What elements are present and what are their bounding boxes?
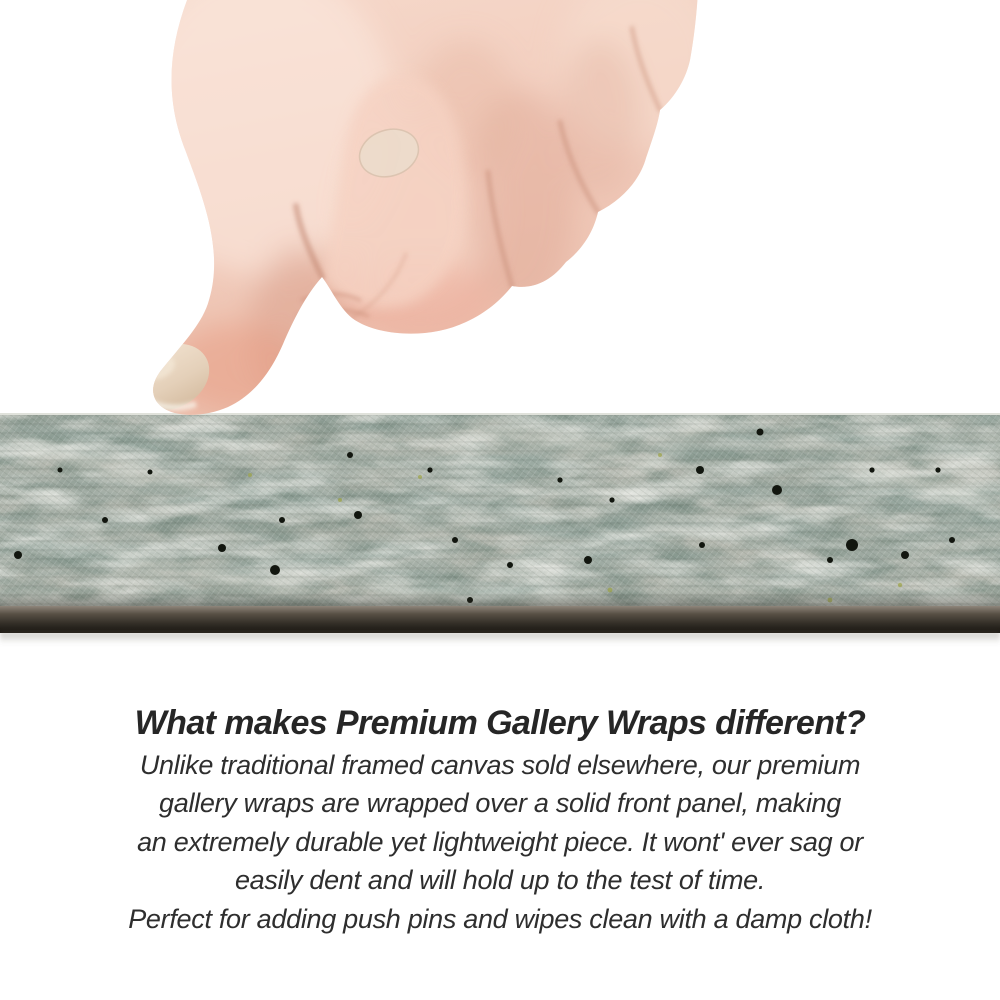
marketing-line-3: an extremely durable yet lightweight piece. It wont' ever sag or bbox=[137, 826, 863, 857]
canvas-weave bbox=[0, 415, 1000, 607]
marketing-line-1: Unlike traditional framed canvas sold elsewhere, our premium bbox=[139, 750, 861, 780]
marketing-line-4: easily dent and will hold up to the test of time. bbox=[234, 865, 766, 896]
marketing-copy bbox=[0, 701, 1000, 938]
marketing-headline: What makes Premium Gallery Wraps different? bbox=[134, 704, 866, 742]
marketing-line-5: Perfect for adding push pins and wipes clean with a damp cloth! bbox=[128, 903, 872, 934]
canvas-bottom-edge bbox=[0, 606, 1000, 633]
hand-pressing-thumb bbox=[121, 0, 720, 423]
marketing-line-2: gallery wraps are wrapped over a solid front panel, making bbox=[159, 788, 841, 819]
canvas-drop-shadow bbox=[0, 632, 1000, 644]
canvas-strip bbox=[0, 413, 1000, 644]
